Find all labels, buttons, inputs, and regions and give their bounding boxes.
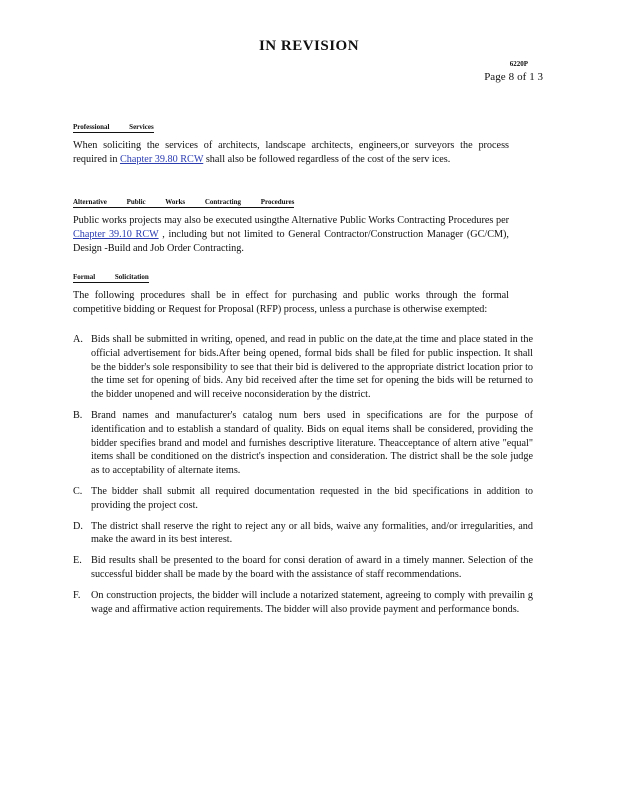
list-item-text: The district shall reserve the right to reject any or all bids, waive any formalities, and/or irregularities, and make the award in its best interest. [91, 520, 533, 546]
list-item-text: Brand names and manufacturer's catalog num bers used in specifications are for the purpose of identification and to establish a standard of quality. Bids on equal items shall be considered, providing the bidder specifies brand and model and furnishes descriptive literature. Theacceptance of altern ative "equal" items shall be conditioned on the district's inspection and consideration. The district shall be the sole judge as to acceptability of alternate items. [91, 409, 533, 477]
paragraph-text: , including but not limited to General Contractor/Construction Manager (GC/CM), Design -Build and Job Order Contracting. [73, 228, 509, 254]
page-indicator [481, 71, 543, 83]
page-label: Page [484, 71, 506, 83]
section-formal-solicitation [73, 266, 509, 317]
paragraph-text: shall also be followed regardless of the cost of the serv ices. [203, 153, 451, 165]
section-alternative-procedures [73, 191, 509, 255]
procedure-list [73, 333, 533, 623]
list-item-text: On construction projects, the bidder will include a notarized statement, agreeing to comply with prevailin g wage and affirmative action requirements. The bidder will also provide payment and performance bonds. [91, 589, 533, 615]
page-of-label: of [517, 71, 527, 83]
list-item-letter: B. [73, 409, 83, 421]
list-item-letter: D. [73, 520, 83, 532]
chapter-39-80-link[interactable]: Chapter 39.80 RCW [119, 153, 204, 165]
list-item-text: The bidder shall submit all required documentation requested in the bid specifications in addition to providing the project cost. [91, 485, 533, 511]
list-item [73, 554, 533, 582]
section-heading: Formal Solicitation [73, 273, 149, 281]
list-item-text: Bid results shall be presented to the board for consi deration of award in a timely manner. Selection of the successful bidder shall be made by the board with the assistance of staff recommendations. [91, 555, 533, 580]
page-title: IN REVISION [258, 38, 360, 54]
section-paragraph [73, 214, 509, 255]
list-item [73, 333, 533, 402]
list-item [73, 485, 533, 513]
paragraph-text: When soliciting the services of architects, landscape architects, engineers,or surveyors the process required in [73, 140, 509, 165]
section-heading: Professional Services [73, 123, 154, 131]
list-item-letter: A. [73, 334, 83, 345]
section-heading: Alternative Public Works Contracting Procedures [73, 198, 295, 206]
page-number: 8 [508, 71, 515, 83]
section-paragraph: The following procedures shall be in effect for purchasing and public works through the formal competitive bidding or Request for Proposal (RFP) process, unless a purchase is otherwise exempted: [73, 290, 509, 315]
list-item-letter: C. [73, 485, 83, 497]
chapter-39-10-link[interactable]: Chapter 39.10 RCW [73, 228, 159, 240]
list-item [73, 409, 533, 478]
section-paragraph [73, 139, 509, 167]
list-item [73, 520, 533, 548]
list-item [73, 589, 533, 617]
list-item-letter: E. [73, 555, 82, 567]
section-professional-services [73, 116, 509, 167]
policy-number: 6220P [509, 60, 528, 68]
list-item-letter: F. [73, 589, 81, 601]
paragraph-text: Public works projects may also be executed usingthe Alternative Public Works Contracting Procedures per [73, 215, 509, 226]
list-item-text: Bids shall be submitted in writing, opened, and read in public on the date,at the time and place stated in the official advertisement for bids.After being opened, formal bids shall be filed for public inspection. It shall be the bidder's sole responsibility to see that their bid is delivered to the appropriate district location prior to the time set for opening of bids. Any bid received after the time set for opening the bids will be returned to the bidder unopened and will receive noconsideration by the district. [91, 334, 533, 401]
page-total: 1 3 [529, 71, 543, 83]
